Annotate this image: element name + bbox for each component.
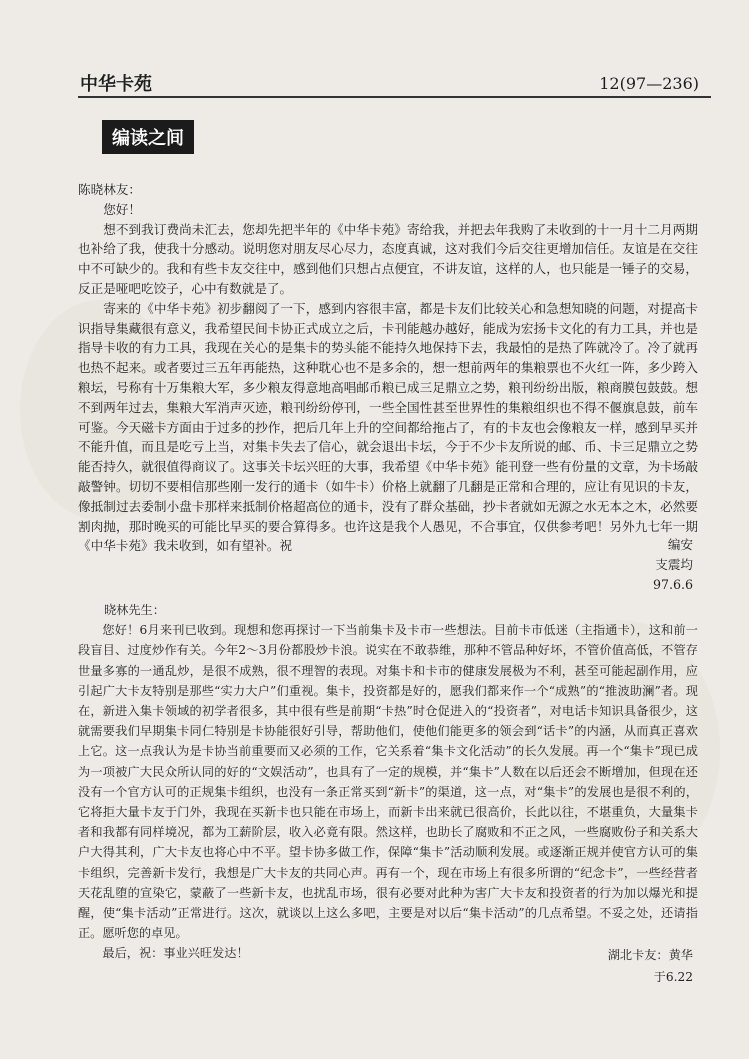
signature-name: 湖北卡友：黄华 <box>607 948 693 962</box>
letter-one-paragraph: 想不到我订费尚未汇去，您却先把半年的《中华卡苑》寄给我，并把去年我购了未收到的十一月十二月两期也补给了我，使我十分感动。说明您对朋友尽心尽力，态度真诚，这对我们今后交往更增加信任。友谊是在交往中不可缺少的。我和有些卡友交往中，感到他们只想占点便宜，不讲友谊，这样的人，也只能是一锤子的交易，反正是哑吧吃饺子，心中有数就是了。 <box>78 221 698 296</box>
issue-number: 12(97—236) <box>599 74 699 93</box>
letter-two-signature <box>608 944 693 988</box>
letter-one-signature <box>653 535 693 595</box>
signature-date: 97.6.6 <box>652 577 693 592</box>
letter-one <box>78 180 698 556</box>
signature-closing: 编安 <box>667 537 693 552</box>
magazine-title: 中华卡苑 <box>80 74 152 95</box>
letter-two-closing: 最后，祝：事业兴旺发达！ <box>102 946 249 961</box>
letter-one-greeting: 您好！ <box>103 201 141 217</box>
letter-one-salutation: 陈晓林友： <box>78 182 141 197</box>
letter-two <box>78 600 698 964</box>
letter-one-paragraph: 寄来的《中华卡苑》初步翻阅了一下，感到内容很丰富，都是卡友们比较关心和急想知晓的问题，对提高卡识指导集藏很有意义，我希望民间卡协正式成立之后，卡刊能越办越好，能成为宏扬卡文化的有力工具，并也是指导卡收的有力工具，我现在关心的是集卡的势头能不能持久地保持下去，我最怕的是热了阵就冷了。冷了就再也热不起来。或者要过三五年再能热，这种耽心也不是多余的，想一想前两年的集粮票也不火红一阵，多少跨入粮坛，号称有十万集粮大军，多少粮友得意地高唱邮币粮已成三足鼎立之势，粮刊纷纷出版，粮商膜包鼓鼓。想不到两年过去，集粮大军消声灭迹，粮刊纷纷停刊，一些全国性甚至世界性的集粮组织也不得不偃旗息鼓，前车可鉴。今天磁卡方面由于过多的抄作，把后几年上升的空间都给拖占了，有的卡友也会像粮友一样，感到早买并不能升值，而且是吃亏上当，对集卡失去了信心，就会退出卡坛，今于不少卡友所说的邮、币、卡三足鼎立之势能否持久，就很值得商议了。这事关卡坛兴旺的大事，我希望《中华卡苑》能刊登一些有份量的文章，为卡场敲敲警钟。切切不要相信那些刚一发行的通卡（如牛卡）价格上就翻了几翻是正常和合理的，应让有见识的卡友，像抵制过去委制小盘卡那样来抵制价格超高位的通卡，没有了群众基础，抄卡者就如无源之水无本之木，必然要割肉抛，那时晚买的可能比早买的要合算得多。也许这是我个人愚见，不合事宜，仅供参考吧！另外九七年一期《中华卡苑》我未收到，如有望补。祝 <box>78 300 698 554</box>
signature-date: 于6.22 <box>653 970 693 984</box>
letter-two-salutation: 晓林先生： <box>104 603 165 617</box>
section-banner: 编读之间 <box>102 120 194 154</box>
letter-two-paragraph: 您好！6月来刊已收到。现想和您再探讨一下当前集卡及卡市一些想法。目前卡市低迷（主指通卡），这和前一段盲目、过度炒作有关。今年2～3月份都股炒卡浪。说实在不敢恭维，那种不管品种好坏，不管价值高低，不管存世量多寡的一通乱炒，是很不成熟，很不理智的表现。对集卡和卡市的健康发展极为不利，甚至可能起副作用，应引起广大卡友特别是那些“实力大户”们重视。集卡，投资都是好的，愿我们都来作一个“成熟”的“推波助澜”者。现在，新进入集卡领域的初学者很多，其中很有些是前期“卡热”时仓促进入的“投资者”，对电话卡知识具备很少，这就需要我们早期集卡同仁特别是卡协能很好引导，帮助他们，使他们能更多的领会到“话卡”的内涵，从而真正喜欢上它。这一点我认为是卡协当前重要而又必须的工作，它关系着“集卡文化活动”的长久发展。再一个“集卡”现已成为一项被广大民众所认同的好的“文娱活动”，也具有了一定的规模，并“集卡”人数在以后还会不断增加，但现在还没有一个官方认可的正规集卡组织，也没有一条正常买到“新卡”的渠道，这一点，对“集卡”的发展也是很不利的，它将拒大量卡友于门外，我现在买新卡也只能在市场上，而新卡出来就已很高价，长此以往，不堪重负，大量集卡者和我都有同样境况，都为工薪阶层，收入必竟有限。然这样，也助长了腐败和不正之风，一些腐败份子和关系大户大得其利，广大卡友也将心中不平。望卡协多做工作，保障“集卡”活动顺利发展。或逐渐正规并使官方认可的集卡组织，完善新卡发行，我想是广大卡友的共同心声。再有一个，现在市场上有很多所谓的“纪念卡”，一些经营者天花乱堕的宣染它，蒙蔽了一些新卡友，也扰乱市场，很有必要对此种为害广大卡友和投资者的行为加以爆光和提醒，使“集卡活动”正常进行。这次，就谈以上这么多吧，主要是对以后“集卡活动”的几点希望。不妥之处，还请指正。愿听您的卓见。 <box>78 623 698 941</box>
signature-name: 支震均 <box>655 557 693 572</box>
header-divider <box>78 96 711 98</box>
